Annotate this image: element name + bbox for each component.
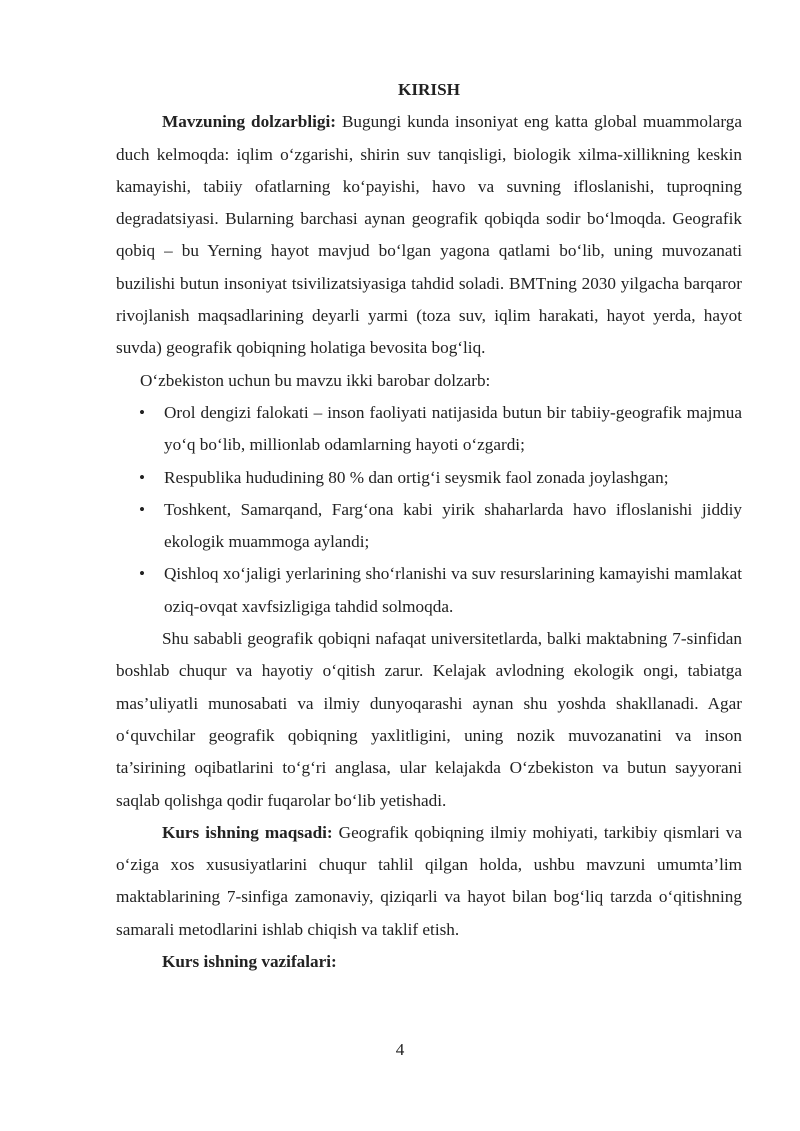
tasks-heading: [116, 946, 742, 978]
bullet-icon: •: [139, 467, 146, 487]
list-item-text: Qishloq xo‘jaligi yerlarining sho‘rlanishi va suv resurslarining kamayishi mamlakat oziq-ovqat xavfsizligiga tahdid solmoqda.: [164, 564, 742, 616]
page-number: 4: [395, 1040, 405, 1059]
relevance-text: Bugungi kunda insoniyat eng katta global muammolarga duch kelmoqda: iqlim o‘zgarishi, shirin suv tanqisligi, biologik xilma-xillikning keskin kamayishi, tabiiy ofatlarning ko‘payishi, havo va suvning ifloslanishi, tuproqning degradatsiyasi. Bularning barchasi aynan geografik qobiqda sodir bo‘lmoqda. Geografik qobiq – bu Yerning hayot mavjud bo‘lgan yagona qatlami bo‘lib, uning muvozanati buzilishi butun insoniyat tsivilizatsiyasiga tahdid soladi. BMTning 2030 yilgacha barqaror rivojlanish maqsadlarining deyarli yarmi (toza suv, iqlim harakati, hayot yerda, hayot suvda) geografik qobiqning holatiga bevosita bog‘liq.: [116, 112, 742, 358]
goal-paragraph: [116, 817, 742, 946]
relevance-paragraph: [116, 106, 742, 364]
bullet-icon: •: [139, 564, 146, 584]
list-item: [139, 462, 742, 494]
uzbekistan-intro: O‘zbekiston uchun bu mavzu ikki barobar dolzarb:: [140, 370, 491, 390]
problem-list: [116, 397, 742, 623]
relevance-label: Mavzuning dolzarbligi:: [162, 112, 337, 132]
list-item-text: Orol dengizi falokati – inson faoliyati natijasida butun bir tabiiy-geografik majmua yo‘q bo‘lib, millionlab odamlarning hayoti o‘zgardi;: [164, 402, 742, 455]
tasks-label: Kurs ishning vazifalari:: [162, 952, 337, 972]
goal-label: Kurs ishning maqsadi:: [162, 822, 333, 842]
bullet-icon: •: [139, 402, 146, 422]
list-item-text: Respublika hududining 80 % dan ortig‘i seysmik faol zonada joylashgan;: [164, 467, 669, 487]
list-item: [139, 494, 742, 559]
bullet-icon: •: [139, 499, 146, 519]
document-page: [116, 74, 742, 978]
list-item-text: Toshkent, Samarqand, Farg‘ona kabi yirik shaharlarda havo ifloslanishi jiddiy ekologik muammoga aylandi;: [164, 499, 742, 552]
conclusion-paragraph: Shu sababli geografik qobiqni nafaqat universitetlarda, balki maktabning 7-sinfidan boshlab chuqur va hayotiy o‘qitish zarur. Kelajak avlodning ekologik ongi, tabiatga mas’uliyatli munosabati va ilmiy dunyoqarashi aynan shu yoshda shakllanadi. Agar o‘quvchilar geografik qobiqning yaxlitligini, uning nozik muvozanatini va inson ta’sirining oqibatlarini to‘g‘ri anglasa, ular kelajakda O‘zbekiston va butun sayyorani saqlab qolishga qodir fuqarolar bo‘lib yetishadi.: [116, 629, 742, 810]
list-item: [139, 558, 742, 623]
section-heading: KIRISH: [397, 80, 461, 99]
list-item: [139, 397, 742, 462]
goal-text: Geografik qobiqning ilmiy mohiyati, tarkibiy qismlari va o‘ziga xos xususiyatlarini chuqur tahlil qilgan holda, ushbu mavzuni umumta’lim maktablarining 7-sinfiga zamonaviy, qiziqarli va hayot bilan bog‘liq tarzda o‘qitishning samarali metodlarini ishlab chiqish va taklif etish.: [116, 822, 742, 939]
